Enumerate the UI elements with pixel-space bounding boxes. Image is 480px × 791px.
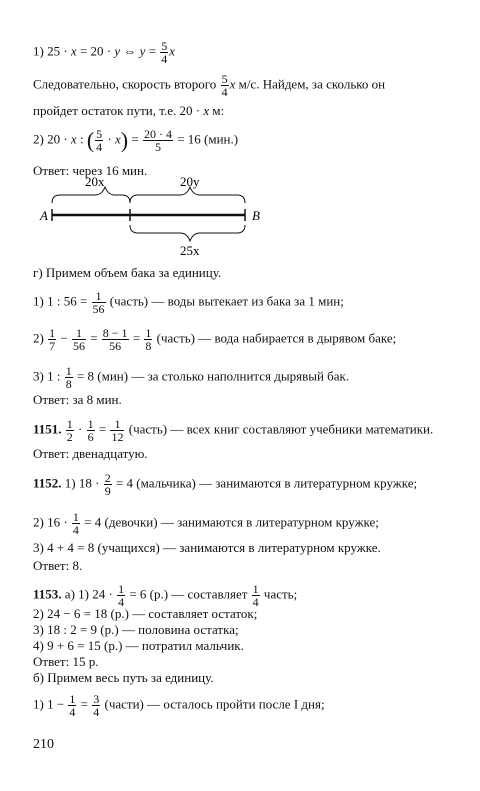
fraction: $\frac{1}{4}$ [69,692,76,719]
text-line-22: б) Примем весь путь за единицу. [33,670,214,685]
text-line-18: 2) 24 − 6 = 18 (р.) — составляет остаток; [33,606,258,621]
label-20x: 20x [85,175,105,189]
answer-line: Ответ: 15 р. [33,654,99,669]
fraction: $\frac{1}{2}$ [66,417,73,444]
point-b-label: B [252,208,260,223]
fraction: $\frac{1}{12}$ [111,417,124,444]
text-line-2: Следовательно, скорость второго $\frac{5}{4}$ x м/с. Найдем, за сколько он [33,72,386,99]
fraction: $\frac{1}{56}$ [92,289,105,316]
answer-line: Ответ: двенадцатую. [33,446,148,461]
fraction: $\frac{1}{6}$ [87,417,94,444]
eq-line-23: 1) 1 − $\frac{1}{4}$ = $\frac{3}{4}$ (части) — осталось пройти после I дня; [33,692,325,719]
fraction: $\frac{1}{8}$ [145,326,152,353]
fraction: $\frac{20 \cdot 4}{5}$ [143,127,172,154]
label-25x: 25x [180,243,200,258]
fraction: $\frac{5}{4}$ [96,127,103,154]
answer-line: Ответ: через 16 мин. [33,163,148,178]
text-line-15: 3) 4 + 4 = 8 (учащихся) — занимаются в литературном кружке. [33,540,381,555]
fraction: $\frac{8 - 1}{56}$ [102,326,128,353]
fraction: $\frac{1}{4}$ [252,582,259,609]
answer-line: Ответ: 8. [33,558,83,573]
problem-1152: 1152. 1) 18 · $\frac{2}{9}$ = 4 (мальчика) — занимаются в литературном кружке; [33,471,418,498]
fraction: $\frac{2}{9}$ [104,471,111,498]
brace-left [52,187,130,203]
eq-line-4: 2) 20 · x : ( $\frac{5}{4}$ · x) = $\frac{20 \cdot 4}{5}$ = 16 (мин.) [33,127,239,154]
brace-bottom [130,225,245,241]
eq-line-8: 2) $\frac{1}{7}$ − $\frac{1}{56}$ = $\frac{8 - 1}{56}$ = $\frac{1}{8}$ (часть) — вода набирается в дырявом баке; [33,326,397,353]
fraction: $\frac{1}{56}$ [72,326,85,353]
eq-line-14: 2) 16 · $\frac{1}{4}$ = 4 (девочки) — занимаются в литературном кружке; [33,510,379,537]
eq-line-7: 1) 1 : 56 = $\frac{1}{56}$ (часть) — воды вытекает из бака за 1 мин; [33,289,344,316]
segment-diagram [30,175,280,265]
fraction: $\frac{1}{4}$ [72,510,79,537]
fraction: $\frac{5}{4}$ [161,39,168,66]
eq-line-1: 1) 25 · x = 20 · y ⇔ y = $\frac{5}{4}$ x [33,39,176,66]
fraction: $\frac{3}{4}$ [93,692,100,719]
text-line-3: пройдет остаток пути, т.е. 20 · x м: [33,103,225,118]
text-line-19: 3) 18 : 2 = 9 (р.) — половина остатка; [33,622,239,637]
fraction: $\frac{1}{4}$ [118,582,125,609]
text-line-6: г) Примем объем бака за единицу. [33,265,222,280]
answer-line: Ответ: за 8 мин. [33,392,122,407]
problem-1153: 1153. а) 1) 24 · $\frac{1}{4}$ = 6 (р.) — составляет $\frac{1}{4}$ часть; [33,582,298,609]
label-20y: 20y [180,175,200,189]
fraction: $\frac{1}{8}$ [65,364,72,391]
text-line-20: 4) 9 + 6 = 15 (р.) — потратил мальчик. [33,638,244,653]
point-a-label: A [40,208,48,223]
problem-1151: 1151. $\frac{1}{2}$ · $\frac{1}{6}$ = $\frac{1}{12}$ (часть) — всех книг составляют учебники математики. [33,417,434,444]
page-number: 210 [33,737,54,752]
fraction: $\frac{5}{4}$ [221,72,228,99]
brace-right [130,187,245,203]
eq-line-9: 3) 1 : $\frac{1}{8}$ = 8 (мин) — за столько наполнится дырявый бак. [33,364,350,391]
fraction: $\frac{1}{7}$ [49,326,56,353]
